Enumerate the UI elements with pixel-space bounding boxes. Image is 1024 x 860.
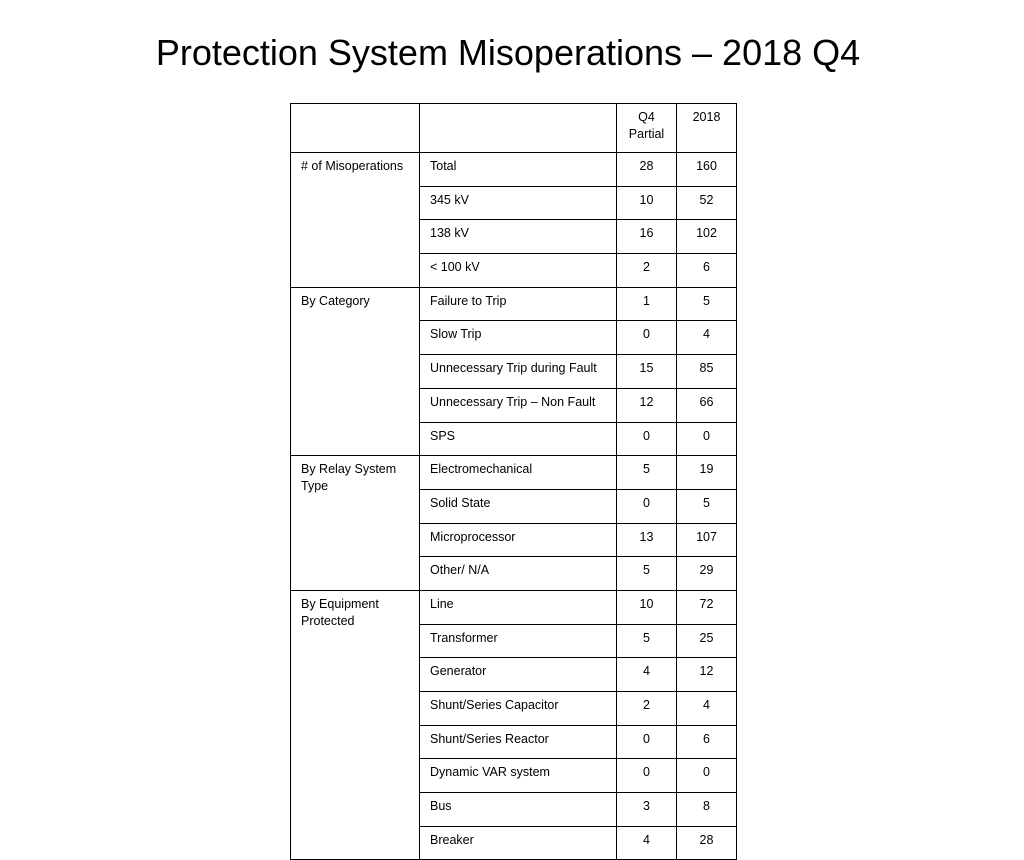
row-item-cell: Failure to Trip (420, 287, 617, 321)
header-q4-partial (617, 104, 677, 153)
row-q4-value-cell: 10 (617, 590, 677, 624)
group-label-cell: # of Misoperations (291, 153, 420, 288)
page-title: Protection System Misoperations – 2018 Q4 (155, 32, 861, 73)
row-year-value-cell: 0 (677, 422, 737, 456)
row-item-cell: Unnecessary Trip during Fault (420, 355, 617, 389)
row-item-cell: Solid State (420, 489, 617, 523)
row-year-value-cell: 12 (677, 658, 737, 692)
header-partial-label: Partial (628, 127, 665, 141)
row-year-value-cell: 52 (677, 186, 737, 220)
row-item-cell: SPS (420, 422, 617, 456)
table-row (291, 287, 737, 321)
row-item-cell: Shunt/Series Reactor (420, 725, 617, 759)
row-year-value-cell: 66 (677, 388, 737, 422)
row-item-cell: < 100 kV (420, 254, 617, 288)
row-q4-value-cell: 0 (617, 422, 677, 456)
row-item-cell: Electromechanical (420, 456, 617, 490)
row-q4-value-cell: 28 (617, 153, 677, 187)
table-row (291, 590, 737, 624)
row-item-cell: Transformer (420, 624, 617, 658)
misoperations-table-container (290, 103, 737, 860)
row-year-value-cell: 25 (677, 624, 737, 658)
row-item-cell: Generator (420, 658, 617, 692)
row-item-cell: Other/ N/A (420, 557, 617, 591)
row-item-cell: Unnecessary Trip – Non Fault (420, 388, 617, 422)
header-q4-label: Q4 (638, 110, 655, 124)
row-q4-value-cell: 5 (617, 624, 677, 658)
row-item-cell: Dynamic VAR system (420, 759, 617, 793)
row-q4-value-cell: 3 (617, 793, 677, 827)
table-row (291, 456, 737, 490)
row-q4-value-cell: 0 (617, 321, 677, 355)
row-q4-value-cell: 2 (617, 692, 677, 726)
row-q4-value-cell: 15 (617, 355, 677, 389)
row-year-value-cell: 6 (677, 725, 737, 759)
row-q4-value-cell: 0 (617, 725, 677, 759)
row-year-value-cell: 102 (677, 220, 737, 254)
row-q4-value-cell: 5 (617, 557, 677, 591)
row-year-value-cell: 4 (677, 321, 737, 355)
row-q4-value-cell: 5 (617, 456, 677, 490)
row-item-cell: Line (420, 590, 617, 624)
row-q4-value-cell: 4 (617, 658, 677, 692)
row-q4-value-cell: 4 (617, 826, 677, 860)
group-label-cell: By Equipment Protected (291, 590, 420, 860)
row-q4-value-cell: 1 (617, 287, 677, 321)
misoperations-table (290, 103, 737, 860)
row-q4-value-cell: 0 (617, 489, 677, 523)
row-year-value-cell: 4 (677, 692, 737, 726)
row-q4-value-cell: 13 (617, 523, 677, 557)
row-item-cell: Total (420, 153, 617, 187)
row-item-cell: 345 kV (420, 186, 617, 220)
row-item-cell: Shunt/Series Capacitor (420, 692, 617, 726)
group-label-cell: By Category (291, 287, 420, 455)
row-q4-value-cell: 12 (617, 388, 677, 422)
row-item-cell: Breaker (420, 826, 617, 860)
row-q4-value-cell: 10 (617, 186, 677, 220)
row-q4-value-cell: 16 (617, 220, 677, 254)
row-item-cell: Slow Trip (420, 321, 617, 355)
row-year-value-cell: 107 (677, 523, 737, 557)
row-year-value-cell: 5 (677, 287, 737, 321)
header-empty-item-cell (420, 104, 617, 153)
row-year-value-cell: 6 (677, 254, 737, 288)
row-item-cell: Microprocessor (420, 523, 617, 557)
row-q4-value-cell: 2 (617, 254, 677, 288)
row-year-value-cell: 5 (677, 489, 737, 523)
row-year-value-cell: 28 (677, 826, 737, 860)
row-year-value-cell: 0 (677, 759, 737, 793)
row-q4-value-cell: 0 (617, 759, 677, 793)
table-row (291, 153, 737, 187)
group-label-cell: By Relay System Type (291, 456, 420, 591)
row-year-value-cell: 160 (677, 153, 737, 187)
table-body (291, 104, 737, 860)
row-year-value-cell: 85 (677, 355, 737, 389)
row-year-value-cell: 72 (677, 590, 737, 624)
row-year-value-cell: 19 (677, 456, 737, 490)
row-year-value-cell: 8 (677, 793, 737, 827)
row-item-cell: 138 kV (420, 220, 617, 254)
row-year-value-cell: 29 (677, 557, 737, 591)
header-year: 2018 (677, 104, 737, 153)
row-item-cell: Bus (420, 793, 617, 827)
header-empty-category-cell (291, 104, 420, 153)
table-header-row (291, 104, 737, 153)
